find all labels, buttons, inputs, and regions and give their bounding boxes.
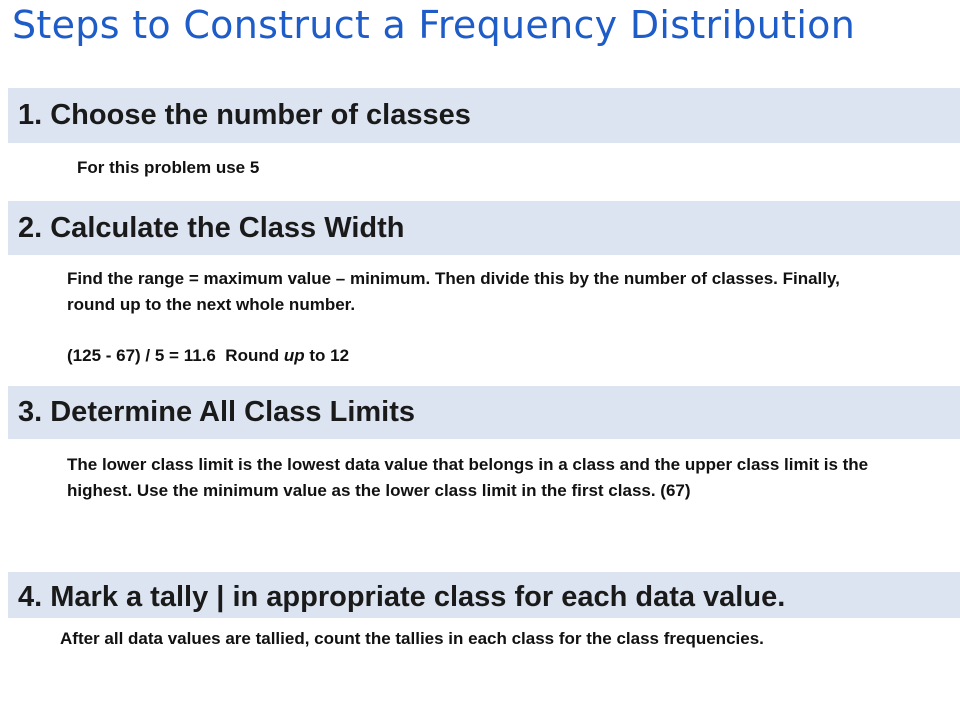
- calc-prefix: (125 - 67) / 5 = 11.6 Round: [67, 346, 284, 365]
- step-2-heading-band: [8, 201, 960, 255]
- slide-title: Steps to Construct a Frequency Distribution: [12, 3, 856, 47]
- step-1-heading: 1. Choose the number of classes: [18, 99, 471, 131]
- step-2-calculation: [67, 343, 349, 369]
- step-2-heading: 2. Calculate the Class Width: [18, 212, 405, 244]
- step-3-heading: 3. Determine All Class Limits: [18, 396, 416, 428]
- calc-suffix: to 12: [304, 346, 350, 365]
- step-4-heading-band: [8, 572, 960, 618]
- step-3-heading-band: [8, 386, 960, 439]
- step-1-text: For this problem use 5: [77, 158, 260, 177]
- step-2-text: Find the range = maximum value – minimum. Then divide this by the number of classes. Finally, round up to the next whole number.: [67, 269, 840, 314]
- step-3-text: The lower class limit is the lowest data value that belongs in a class and the upper class limit is the highest. Use the minimum value as the lower class limit in the first class. (67): [67, 455, 869, 500]
- step-1-heading-band: [8, 88, 960, 143]
- calc-emphasis: up: [283, 346, 305, 365]
- step-4-text: After all data values are tallied, count the tallies in each class for the class frequencies.: [60, 629, 764, 648]
- step-4-heading: 4. Mark a tally | in appropriate class for each data value.: [18, 581, 786, 613]
